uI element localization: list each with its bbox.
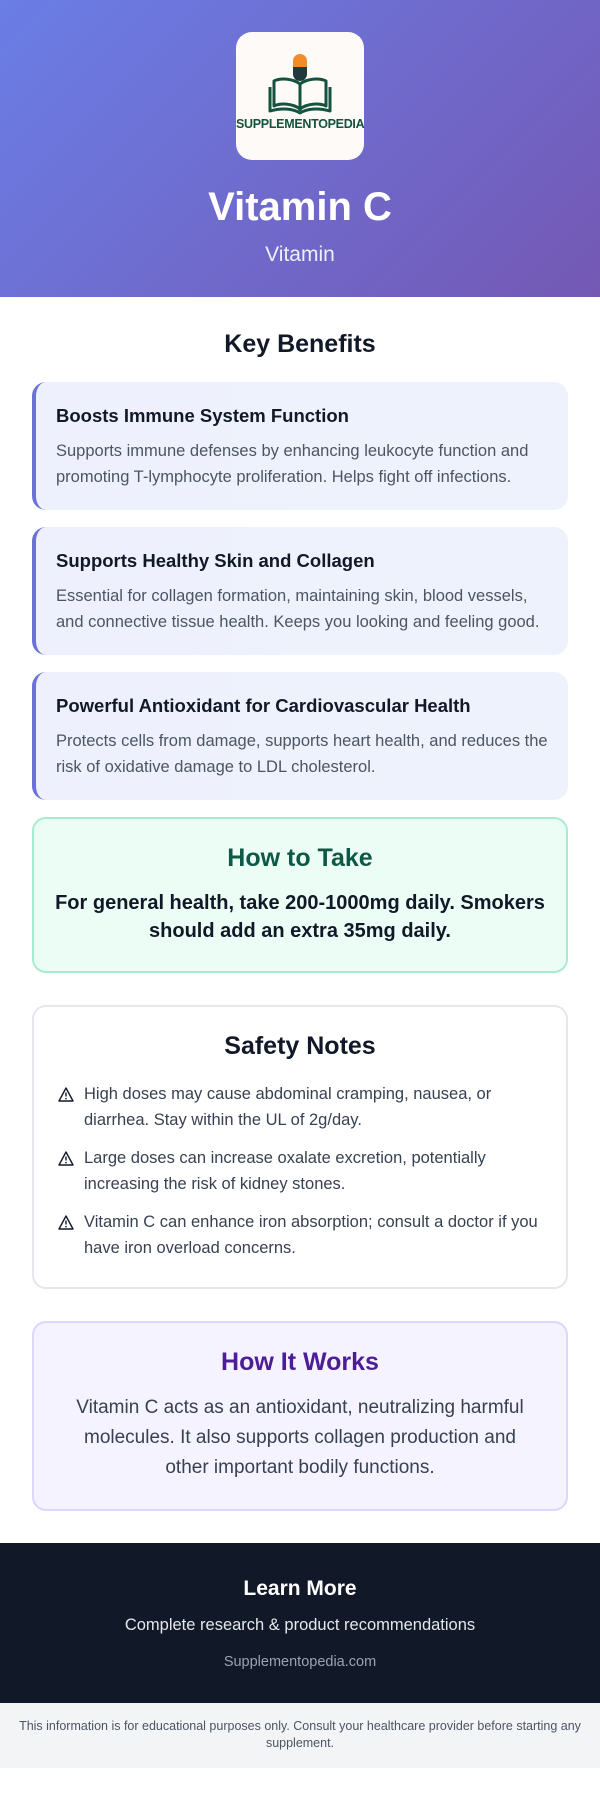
warning-icon bbox=[58, 1209, 84, 1261]
benefit-description: Protects cells from damage, supports heart health, and reduces the risk of oxidative damage to LDL cholesterol. bbox=[56, 732, 548, 776]
benefit-card bbox=[32, 672, 568, 800]
website-link[interactable]: Supplementopedia.com bbox=[223, 1654, 377, 1670]
page-title: Vitamin C bbox=[208, 185, 392, 229]
key-benefits-heading: Key Benefits bbox=[224, 330, 376, 358]
warning-icon bbox=[58, 1145, 84, 1197]
benefit-description: Supports immune defenses by enhancing leukocyte function and promoting T-lymphocyte proliferation. Helps fight off infections. bbox=[56, 442, 529, 486]
benefit-card bbox=[32, 382, 568, 510]
learn-more-heading: Learn More bbox=[243, 1577, 357, 1600]
safety-notes-heading: Safety Notes bbox=[224, 1032, 376, 1060]
safety-notes-card bbox=[32, 1005, 568, 1289]
how-it-works-heading: How It Works bbox=[221, 1348, 379, 1376]
how-it-works-card bbox=[32, 1321, 568, 1511]
book-capsule-icon bbox=[268, 54, 332, 116]
warning-icon bbox=[58, 1081, 84, 1133]
safety-item bbox=[58, 1209, 542, 1261]
hero-header bbox=[0, 0, 600, 297]
safety-text: Large doses can increase oxalate excretion, potentially increasing the risk of kidney stones. bbox=[84, 1149, 486, 1193]
safety-list bbox=[58, 1081, 542, 1261]
benefit-title: Boosts Immune System Function bbox=[56, 405, 349, 426]
benefit-title: Powerful Antioxidant for Cardiovascular Health bbox=[56, 695, 471, 716]
how-to-take-heading: How to Take bbox=[227, 844, 373, 872]
safety-text: Vitamin C can enhance iron absorption; consult a doctor if you have iron overload concerns. bbox=[84, 1213, 538, 1257]
learn-more-footer bbox=[0, 1543, 600, 1703]
benefit-card bbox=[32, 527, 568, 655]
safety-text: High doses may cause abdominal cramping, nausea, or diarrhea. Stay within the UL of 2g/day. bbox=[84, 1085, 492, 1129]
how-it-works-text: Vitamin C acts as an antioxidant, neutralizing harmful molecules. It also supports collagen production and other important bodily functions. bbox=[76, 1397, 524, 1478]
disclaimer-text: This information is for educational purposes only. Consult your healthcare provider before starting any supplement. bbox=[0, 1703, 600, 1768]
benefit-title: Supports Healthy Skin and Collagen bbox=[56, 550, 375, 571]
dosage-text: For general health, take 200-1000mg daily. Smokers should add an extra 35mg daily. bbox=[55, 892, 545, 942]
how-to-take-card bbox=[32, 817, 568, 973]
logo-wordmark: SUPPLEMENTOPEDIA bbox=[236, 117, 365, 131]
benefit-list bbox=[0, 382, 600, 800]
key-benefits-section bbox=[0, 329, 600, 800]
safety-item bbox=[58, 1145, 542, 1197]
safety-item bbox=[58, 1081, 542, 1133]
page-subtitle: Vitamin bbox=[265, 243, 335, 266]
benefit-description: Essential for collagen formation, maintaining skin, blood vessels, and connective tissue health. Keeps you looking and feeling good. bbox=[56, 587, 540, 631]
brand-logo bbox=[236, 32, 364, 160]
learn-more-subtitle: Complete research & product recommendations bbox=[124, 1616, 476, 1634]
